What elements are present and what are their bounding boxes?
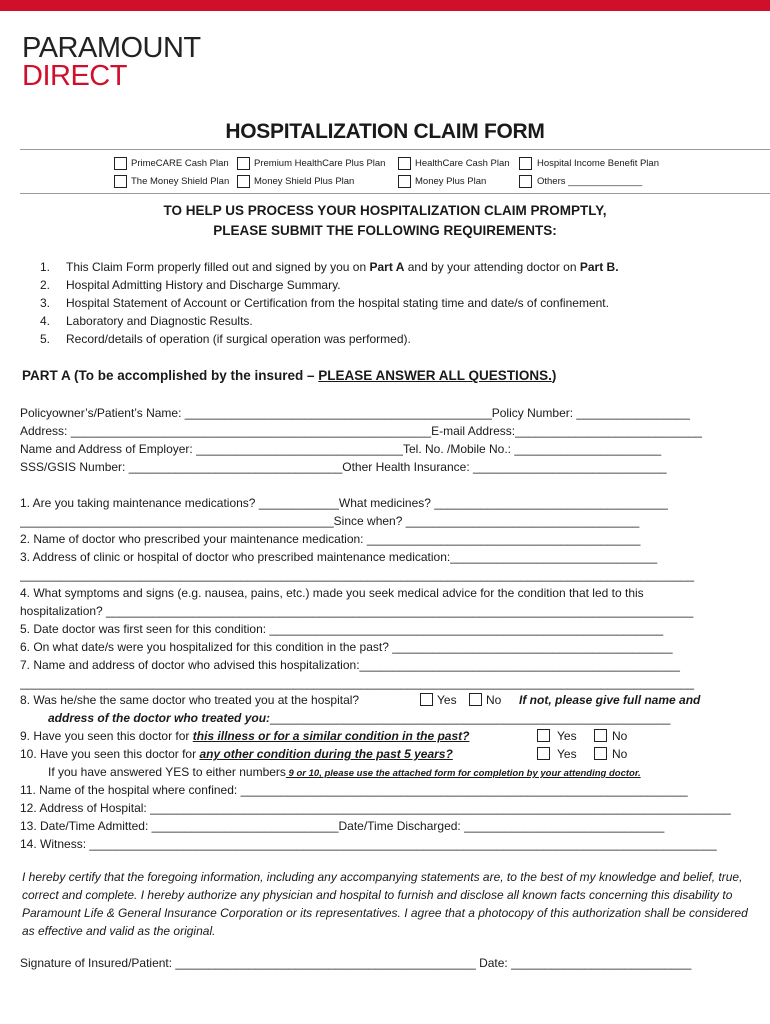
plan-label: Others ______________: [537, 176, 643, 187]
question-1[interactable]: 1. Are you taking maintenance medications? ____________What medicines? ___________________________________: [20, 496, 668, 510]
signature-line[interactable]: Signature of Insured/Patient: _____________________________________________ Date: ___________________________: [20, 956, 692, 970]
field-employer[interactable]: Name and Address of Employer: _______________________________Tel. No. /Mobile No.: ______________________: [20, 442, 662, 456]
question-3[interactable]: 3. Address of clinic or hospital of doctor who prescribed maintenance medication:_______________________________: [20, 550, 658, 564]
item-text: Laboratory and Diagnostic Results.: [66, 314, 253, 328]
part-a-underlined: PLEASE ANSWER ALL QUESTIONS.: [318, 368, 552, 383]
part-a-heading: [22, 368, 556, 383]
q10-note-emphasis: 9 or 10, please use the attached form for completion by your attending doctor.: [285, 768, 641, 779]
item-number: 2.: [40, 278, 51, 292]
field-sss-gsis[interactable]: SSS/GSIS Number: ________________________________Other Health Insurance: _____________________________: [20, 460, 667, 474]
question-11[interactable]: 11. Name of the hospital where confined: ___________________________________________________________________: [20, 783, 688, 797]
question-14[interactable]: 14. Witness: ______________________________________________________________________________________________: [20, 837, 717, 851]
q9-yes-checkbox[interactable]: [537, 729, 550, 742]
requirements-heading-1: TO HELP US PROCESS YOUR HOSPITALIZATION CLAIM PROMPTLY,: [163, 203, 607, 218]
item-bold: Part A: [369, 260, 405, 274]
logo-line1: PARAMOUNT: [22, 32, 201, 64]
requirement-item: [40, 258, 740, 276]
item-text: Hospital Admitting History and Discharge Summary.: [66, 278, 341, 292]
divider: [20, 193, 770, 194]
plan-checkbox-money-plus[interactable]: [398, 175, 411, 188]
plan-checkbox-healthcare-cash[interactable]: [398, 157, 411, 170]
plan-checkbox-money-shield-plus[interactable]: [237, 175, 250, 188]
question-12[interactable]: 12. Address of Hospital: _______________________________________________________________________________________: [20, 801, 731, 815]
q10-emphasis: any other condition during the past 5 years?: [199, 747, 453, 761]
q9-emphasis: this illness or for a similar condition in the past?: [192, 729, 470, 743]
question-7-continued[interactable]: _____________________________________________________________________________________________________: [20, 676, 695, 690]
plan-checkbox-money-shield[interactable]: [114, 175, 127, 188]
question-1-continued[interactable]: _______________________________________________Since when? ___________________________________: [20, 514, 640, 528]
q8-yes-checkbox[interactable]: [420, 693, 433, 706]
question-8-continued[interactable]: [48, 709, 750, 727]
q9-no-checkbox[interactable]: [594, 729, 607, 742]
requirement-item: [40, 294, 740, 312]
q8-prompt: address of the doctor who treated you:: [48, 711, 271, 725]
top-accent-bar: [0, 0, 770, 11]
q9-text: 9. Have you seen this doctor for: [20, 729, 193, 743]
item-bold: Part B.: [579, 260, 619, 274]
question-2[interactable]: 2. Name of doctor who prescribed your maintenance medication: _________________________________________: [20, 532, 641, 546]
q10-yes-label: Yes: [557, 747, 577, 761]
q9-yes-label: Yes: [557, 729, 577, 743]
question-7[interactable]: 7. Name and address of doctor who advised this hospitalization:________________________________________________: [20, 658, 680, 672]
question-10: [20, 745, 520, 763]
item-number: 1.: [40, 260, 51, 274]
q8-no-label: No: [486, 693, 502, 707]
question-13[interactable]: 13. Date/Time Admitted: ____________________________Date/Time Discharged: ______________________________: [20, 819, 665, 833]
plan-checkbox-others[interactable]: [519, 175, 532, 188]
plan-checkbox-hospital-income[interactable]: [519, 157, 532, 170]
part-a-suffix: ): [551, 368, 557, 383]
field-policyowner-name[interactable]: Policyowner’s/Patient’s Name: ______________________________________________Policy Number: _________________: [20, 406, 690, 420]
requirements-heading-2: PLEASE SUBMIT THE FOLLOWING REQUIREMENTS:: [213, 223, 557, 238]
item-text: and by your attending doctor on: [404, 260, 580, 274]
requirement-item: [40, 330, 740, 348]
item-text: This Claim Form properly filled out and signed by you on: [66, 260, 370, 274]
item-number: 5.: [40, 332, 51, 346]
form-title: HOSPITALIZATION CLAIM FORM: [225, 120, 545, 143]
logo-line2: DIRECT: [22, 60, 127, 92]
question-4-continued[interactable]: hospitalization? ________________________________________________________________________________________: [20, 604, 694, 618]
question-6[interactable]: 6. On what date/s were you hospitalized for this condition in the past? __________________________________________: [20, 640, 673, 654]
q8-no-checkbox[interactable]: [469, 693, 482, 706]
q10-note-text: If you have answered YES to either numbers: [48, 765, 286, 779]
part-a-prefix: PART A (To be accomplished by the insured –: [22, 368, 319, 383]
item-text: Record/details of operation (if surgical operation was performed).: [66, 332, 411, 346]
plan-label: HealthCare Cash Plan: [415, 158, 510, 169]
plan-label: Money Plus Plan: [415, 176, 487, 187]
certification-statement: I hereby certify that the foregoing information, including any accompanying statements are, to the best of my knowledge and belief, true, correct and complete. I hereby authorize any physician and hospital to furnish and disclose all known facts concerning this disability to Paramount Life & General Insurance Corporation or its representatives. I agree that a photocopy of this authorization shall be considered as effective and valid as the original.: [22, 870, 748, 938]
question-5[interactable]: 5. Date doctor was first seen for this condition: ___________________________________________________________: [20, 622, 664, 636]
requirement-item: [40, 276, 740, 294]
plan-label: Money Shield Plus Plan: [254, 176, 355, 187]
q8-note: If not, please give full name and: [519, 693, 701, 707]
company-logo: [22, 34, 201, 91]
divider: [20, 149, 770, 150]
q10-no-label: No: [612, 747, 628, 761]
q9-no-label: No: [612, 729, 628, 743]
question-10-note: [48, 763, 750, 783]
item-number: 3.: [40, 296, 51, 310]
plan-label: Premium HealthCare Plus Plan: [254, 158, 386, 169]
item-number: 4.: [40, 314, 51, 328]
field-address[interactable]: Address: ______________________________________________________E-mail Address:____________________________: [20, 424, 702, 438]
plan-label: PrimeCARE Cash Plan: [131, 158, 229, 169]
plan-checkbox-primecare[interactable]: [114, 157, 127, 170]
requirement-item: [40, 312, 740, 330]
q8-yes-label: Yes: [437, 693, 457, 707]
q10-no-checkbox[interactable]: [594, 747, 607, 760]
q10-text: 10. Have you seen this doctor for: [20, 747, 200, 761]
question-9: [20, 727, 520, 745]
q10-yes-checkbox[interactable]: [537, 747, 550, 760]
item-text: Hospital Statement of Account or Certification from the hospital stating time and date/s of confinement.: [66, 296, 609, 310]
question-3-continued[interactable]: _____________________________________________________________________________________________________: [20, 568, 695, 582]
q8-line[interactable]: ____________________________________________________________: [270, 711, 671, 725]
question-4: 4. What symptoms and signs (e.g. nausea, pains, etc.) made you seek medical advice for the condition that led to this: [20, 586, 644, 600]
plan-label: Hospital Income Benefit Plan: [537, 158, 659, 169]
plan-label: The Money Shield Plan: [131, 176, 230, 187]
plan-checkbox-premium-healthcare[interactable]: [237, 157, 250, 170]
question-8: 8. Was he/she the same doctor who treated you at the hospital?: [20, 693, 360, 707]
